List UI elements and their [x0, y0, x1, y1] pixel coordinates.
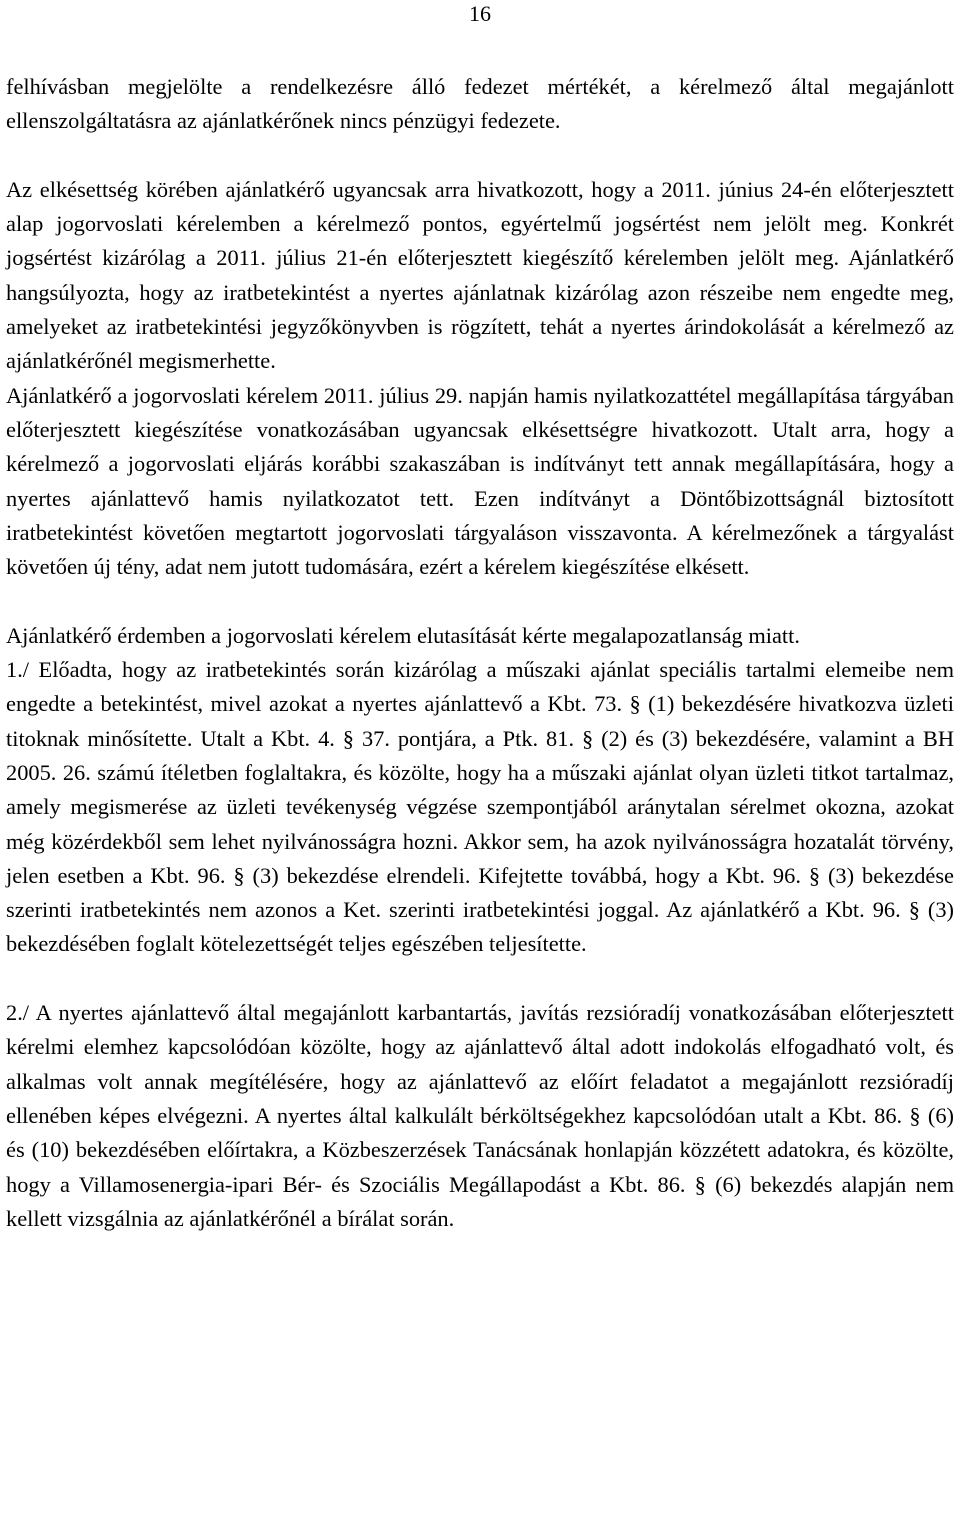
paragraph-false-statement: Ajánlatkérő a jogorvoslati kérelem 2011. július 29. napján hamis nyilatkozattétel megállapítása tárgyában előterjesztett kiegészítése vonatkozásában ugyancsak elkésettségre hivatkozott. Utalt arra, hogy a kérelmező a jogorvoslati eljárás korábbi szakaszában is indítványt tett annak megállapítására, hogy a nyertes ajánlattevő hamis nyilatkozatot tett. Ezen indítványt a Döntőbizottságnál biztosított iratbetekintést követően megtartott jogorvoslati tárgyaláson visszavonta. A kérelmezőnek a tárgyalást követően új tény, adat nem jutott tudomására, ezért a kérelem kiegészítése elkésett. — [6, 382, 954, 580]
paragraph-gap — [6, 962, 954, 996]
paragraph-gap — [6, 139, 954, 173]
paragraph-dismissal-request: Ajánlatkérő érdemben a jogorvoslati kérelem elutasítását kérte megalapozatlanság miatt. — [6, 622, 800, 648]
paragraph-funding: felhívásban megjelölte a rendelkezésre álló fedezet mértékét, a kérelmező által megajánlott ellenszolgáltatásra az ajánlatkérőnek nincs pénzügyi fedezete. — [6, 74, 954, 134]
paragraph-gap — [6, 584, 954, 618]
page-number: 16 — [469, 1, 491, 26]
paragraph-point-1: 1./ Előadta, hogy az iratbetekintés során kizárólag a műszaki ajánlat speciális tartalmi elemeibe nem engedte a betekintést, mivel azokat a nyertes ajánlattevő a Kbt. 73. § (1) bekezdésére hivatkozva üzleti titoknak minősítette. Utalt a Kbt. 4. § 37. pontjára, a Ptk. 81. § (2) és (3) bekezdésére, valamint a BH 2005. 26. számú ítéletben foglaltakra, és közölte, hogy ha a műszaki ajánlat olyan üzleti titkot tartalmaz, amely megismerése az üzleti tevékenység végzése szempontjából aránytalan sérelmet okozna, azokat még közérdekből sem lehet nyilvánosságra hozni. Akkor sem, ha azok nyilvánosságra hozatalát törvény, jelen esetben a Kbt. 96. § (3) bekezdése elrendeli. Kifejtette továbbá, hogy a Kbt. 96. § (3) bekezdése szerinti iratbetekintés nem azonos a Ket. szerinti iratbetekintési joggal. Az ajánlatkérő a Kbt. 96. § (3) bekezdésében foglalt kötelezettségét teljes egészében teljesítette. — [6, 657, 954, 957]
document-body — [6, 70, 954, 1236]
paragraph-lateness-claim: Az elkésettség körében ajánlatkérő ugyancsak arra hivatkozott, hogy a 2011. június 24-én előterjesztett alap jogorvoslati kérelemben a kérelmező pontos, egyértelmű jogsértést nem jelölt meg. Konkrét jogsértést kizárólag a 2011. július 21-én előterjesztett kiegészítő kérelemben jelölt meg. Ajánlatkérő hangsúlyozta, hogy az iratbetekintést a nyertes ajánlatnak kizárólag azon részeibe nem engedte meg, amelyeket az iratbetekintési jegyzőkönyvben is rögzített, tehát a nyertes árindokolását a kérelmező az ajánlatkérőnél megismerhette. — [6, 176, 954, 374]
paragraph-point-2: 2./ A nyertes ajánlattevő által megajánlott karbantartás, javítás rezsióradíj vonatkozásában előterjesztett kérelmi elemhez kapcsolódóan közölte, hogy az ajánlattevő által adott indokolás elfogadható volt, és alkalmas volt annak megítélésére, hogy az ajánlattevő az előírt feladatot a megajánlott rezsióradíj ellenében képes elvégezni. A nyertes által kalkulált bérköltségekhez kapcsolódóan utalt a Kbt. 86. § (6) és (10) bekezdésében előírtakra, a Közbeszerzések Tanácsának honlapján közzétett adatokra, és közölte, hogy a Villamosenergia-ipari Bér- és Szociális Megállapodást a Kbt. 86. § (6) bekezdés alapján nem kellett vizsgálnia az ajánlatkérőnél a bírálat során. — [6, 1000, 954, 1231]
